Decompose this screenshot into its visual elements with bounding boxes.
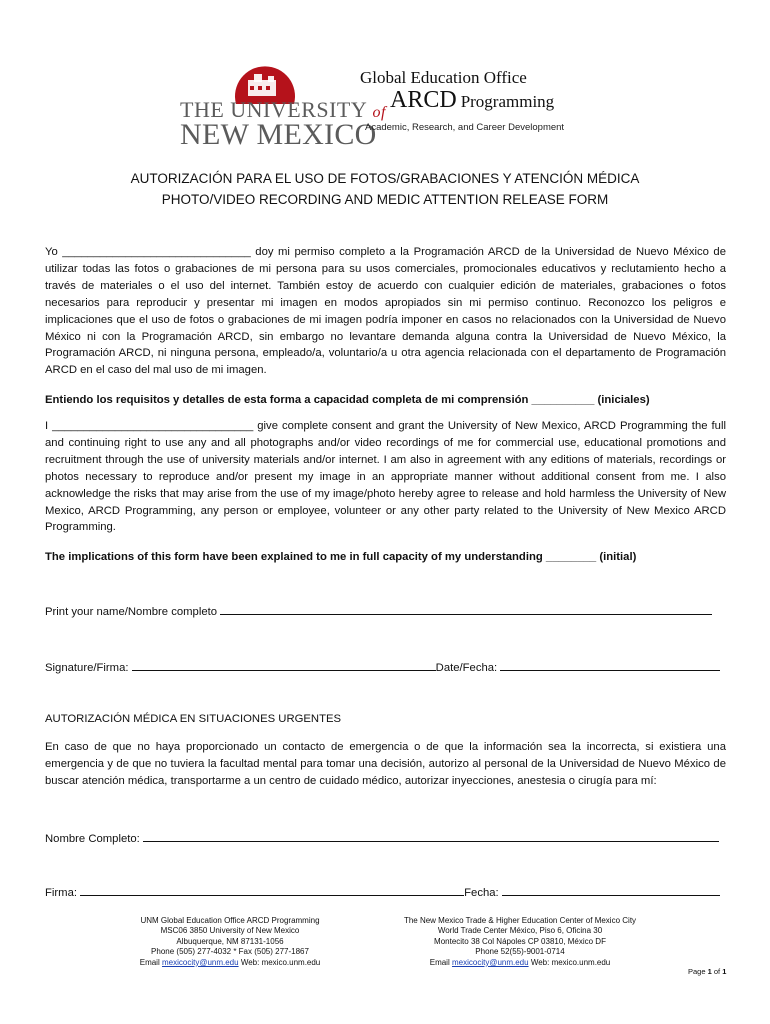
full-name-field[interactable] (143, 830, 719, 842)
english-initials-line: The implications of this form have been explained to me in full capacity of my understanding ________ (initial) (45, 551, 637, 563)
form-title-spanish: AUTORIZACIÓN PARA EL USO DE FOTOS/GRABACIONES Y ATENCIÓN MÉDICA (130, 171, 640, 186)
full-name-row (45, 830, 719, 845)
program-name-programming: Programming (460, 92, 555, 111)
footer-right-line1: The New Mexico Trade & Higher Education Center of Mexico City (403, 916, 637, 925)
footer-left-line3: Albuquerque, NM 87131-1056 (176, 936, 284, 946)
university-name-line1: THE UNIVERSITY of (180, 97, 386, 122)
footer-left-email-link[interactable]: mexicocity@unm.edu (161, 957, 239, 967)
english-consent-paragraph: I ________________________________ give complete consent and grant the University of New Mexico, ARCD Programming the full and continuing right to use any and all photographs and/or video recordings of me for commercial use, educational promotions and recruitment through the use of university materials and/or internet. I am also in agreement with any editions of materials, recordings or photos necessary to reproduce and/or present my image in an appropriate manner without additional consent from me. I also acknowledge the risks that may arise from the use of my image/photo hereby agree to release and hold harmless the University of New Mexico, ARCD Programming, any person or employee, volunteer or any other party related to the University of New Mexico ARCD Programming. (45, 420, 726, 534)
spanish-consent-paragraph: Yo ______________________________ doy mi permiso completo a la Programación ARCD de la Universidad de Nuevo México de utilizar todas las fotos o grabaciones de mi persona para su usos comerciales, promocionales educativos y reclutamiento hecho a través de materiales o el uso del internet. También estoy de acuerdo con cualquier edición de materiales, grabaciones o fotos necesarios para reproducir y presentar mi imagen en modos apropiados sin mi permiso continuo. Reconozco los peligros e implicaciones que el uso de fotos o grabaciones de mi imagen podría imponer en casos no relacionados con la Universidad de Nuevo México ni con la Programación ARCD, sin embargo no levantare demanda alguna contra la Universidad de Nuevo México, la Programación ARCD, ni ninguna persona, empleado/a, voluntario/a u otra agencia relacionada con el departamento de Programación ARCD en el caso del mal uso de mi imagen. (45, 246, 726, 377)
firma-fecha-row (45, 884, 720, 899)
firma-field[interactable] (80, 884, 464, 896)
unm-logo (180, 52, 386, 151)
footer-right-contact: Email mexicocity@unm.edu Web: mexico.unm.edu (429, 957, 611, 967)
footer-address-mexico (400, 916, 640, 968)
footer-right-line4: Phone 52(55)-9001-0714 (475, 947, 565, 957)
print-name-label: Print your name/Nombre completo (45, 606, 218, 618)
program-subtitle: Academic, Research, and Career Development (365, 122, 565, 133)
footer-left-line4: Phone (505) 277-4032 * Fax (505) 277-1867 (151, 947, 309, 957)
signature-date-row (45, 659, 720, 674)
date-field[interactable] (500, 659, 720, 671)
footer-address-unm (110, 916, 350, 968)
medical-heading: AUTORIZACIÓN MÉDICA EN SITUACIONES URGENTES (45, 713, 342, 725)
university-name-line2: NEW MEXICO (180, 118, 377, 151)
footer-right-email-link[interactable]: mexicocity@unm.edu (451, 957, 529, 967)
page-number: Page 1 of 1 (688, 967, 727, 976)
program-name (390, 87, 554, 114)
fecha-label: Fecha: (464, 887, 499, 899)
medical-paragraph: En caso de que no haya proporcionado un contacto de emergencia o de que la información sea la incorrecta, si existiera una emergencia y de que no tuviera la facultad mental para tomar una decisión, autorizo al personal de la Universidad de Nuevo México de buscar atención médica, transportarme a un centro de cuidado médico, autorizar inyecciones, anestesia o cirugía para mí: (45, 741, 726, 787)
footer-right-line3: Montecito 38 Col Nápoles CP 03810, México DF (434, 936, 606, 946)
print-name-row (45, 603, 712, 618)
fecha-field[interactable] (502, 884, 720, 896)
date-label: Date/Fecha: (435, 662, 498, 674)
university-name-of: of (372, 104, 386, 121)
office-name: Global Education Office (360, 68, 527, 87)
print-name-field[interactable] (220, 603, 712, 615)
signature-field[interactable] (132, 659, 436, 671)
footer-right-line2: World Trade Center México, Piso 6, Oficina 30 (437, 926, 603, 936)
signature-label: Signature/Firma: (45, 662, 129, 674)
spanish-initials-line: Entiendo los requisitos y detalles de esta forma a capacidad completa de mi comprensión __________ (iniciales) (45, 394, 650, 406)
form-title-english: PHOTO/VIDEO RECORDING AND MEDIC ATTENTION RELEASE FORM (161, 192, 609, 207)
program-name-arcd: ARCD (390, 87, 457, 113)
footer-left-line1: UNM Global Education Office ARCD Programming (140, 916, 320, 925)
footer-left-line2: MSC06 3850 University of New Mexico (160, 926, 300, 936)
firma-label: Firma: (45, 887, 78, 899)
footer-left-contact: Email mexicocity@unm.edu Web: mexico.unm.edu (139, 957, 321, 967)
full-name-label: Nombre Completo: (45, 833, 140, 845)
